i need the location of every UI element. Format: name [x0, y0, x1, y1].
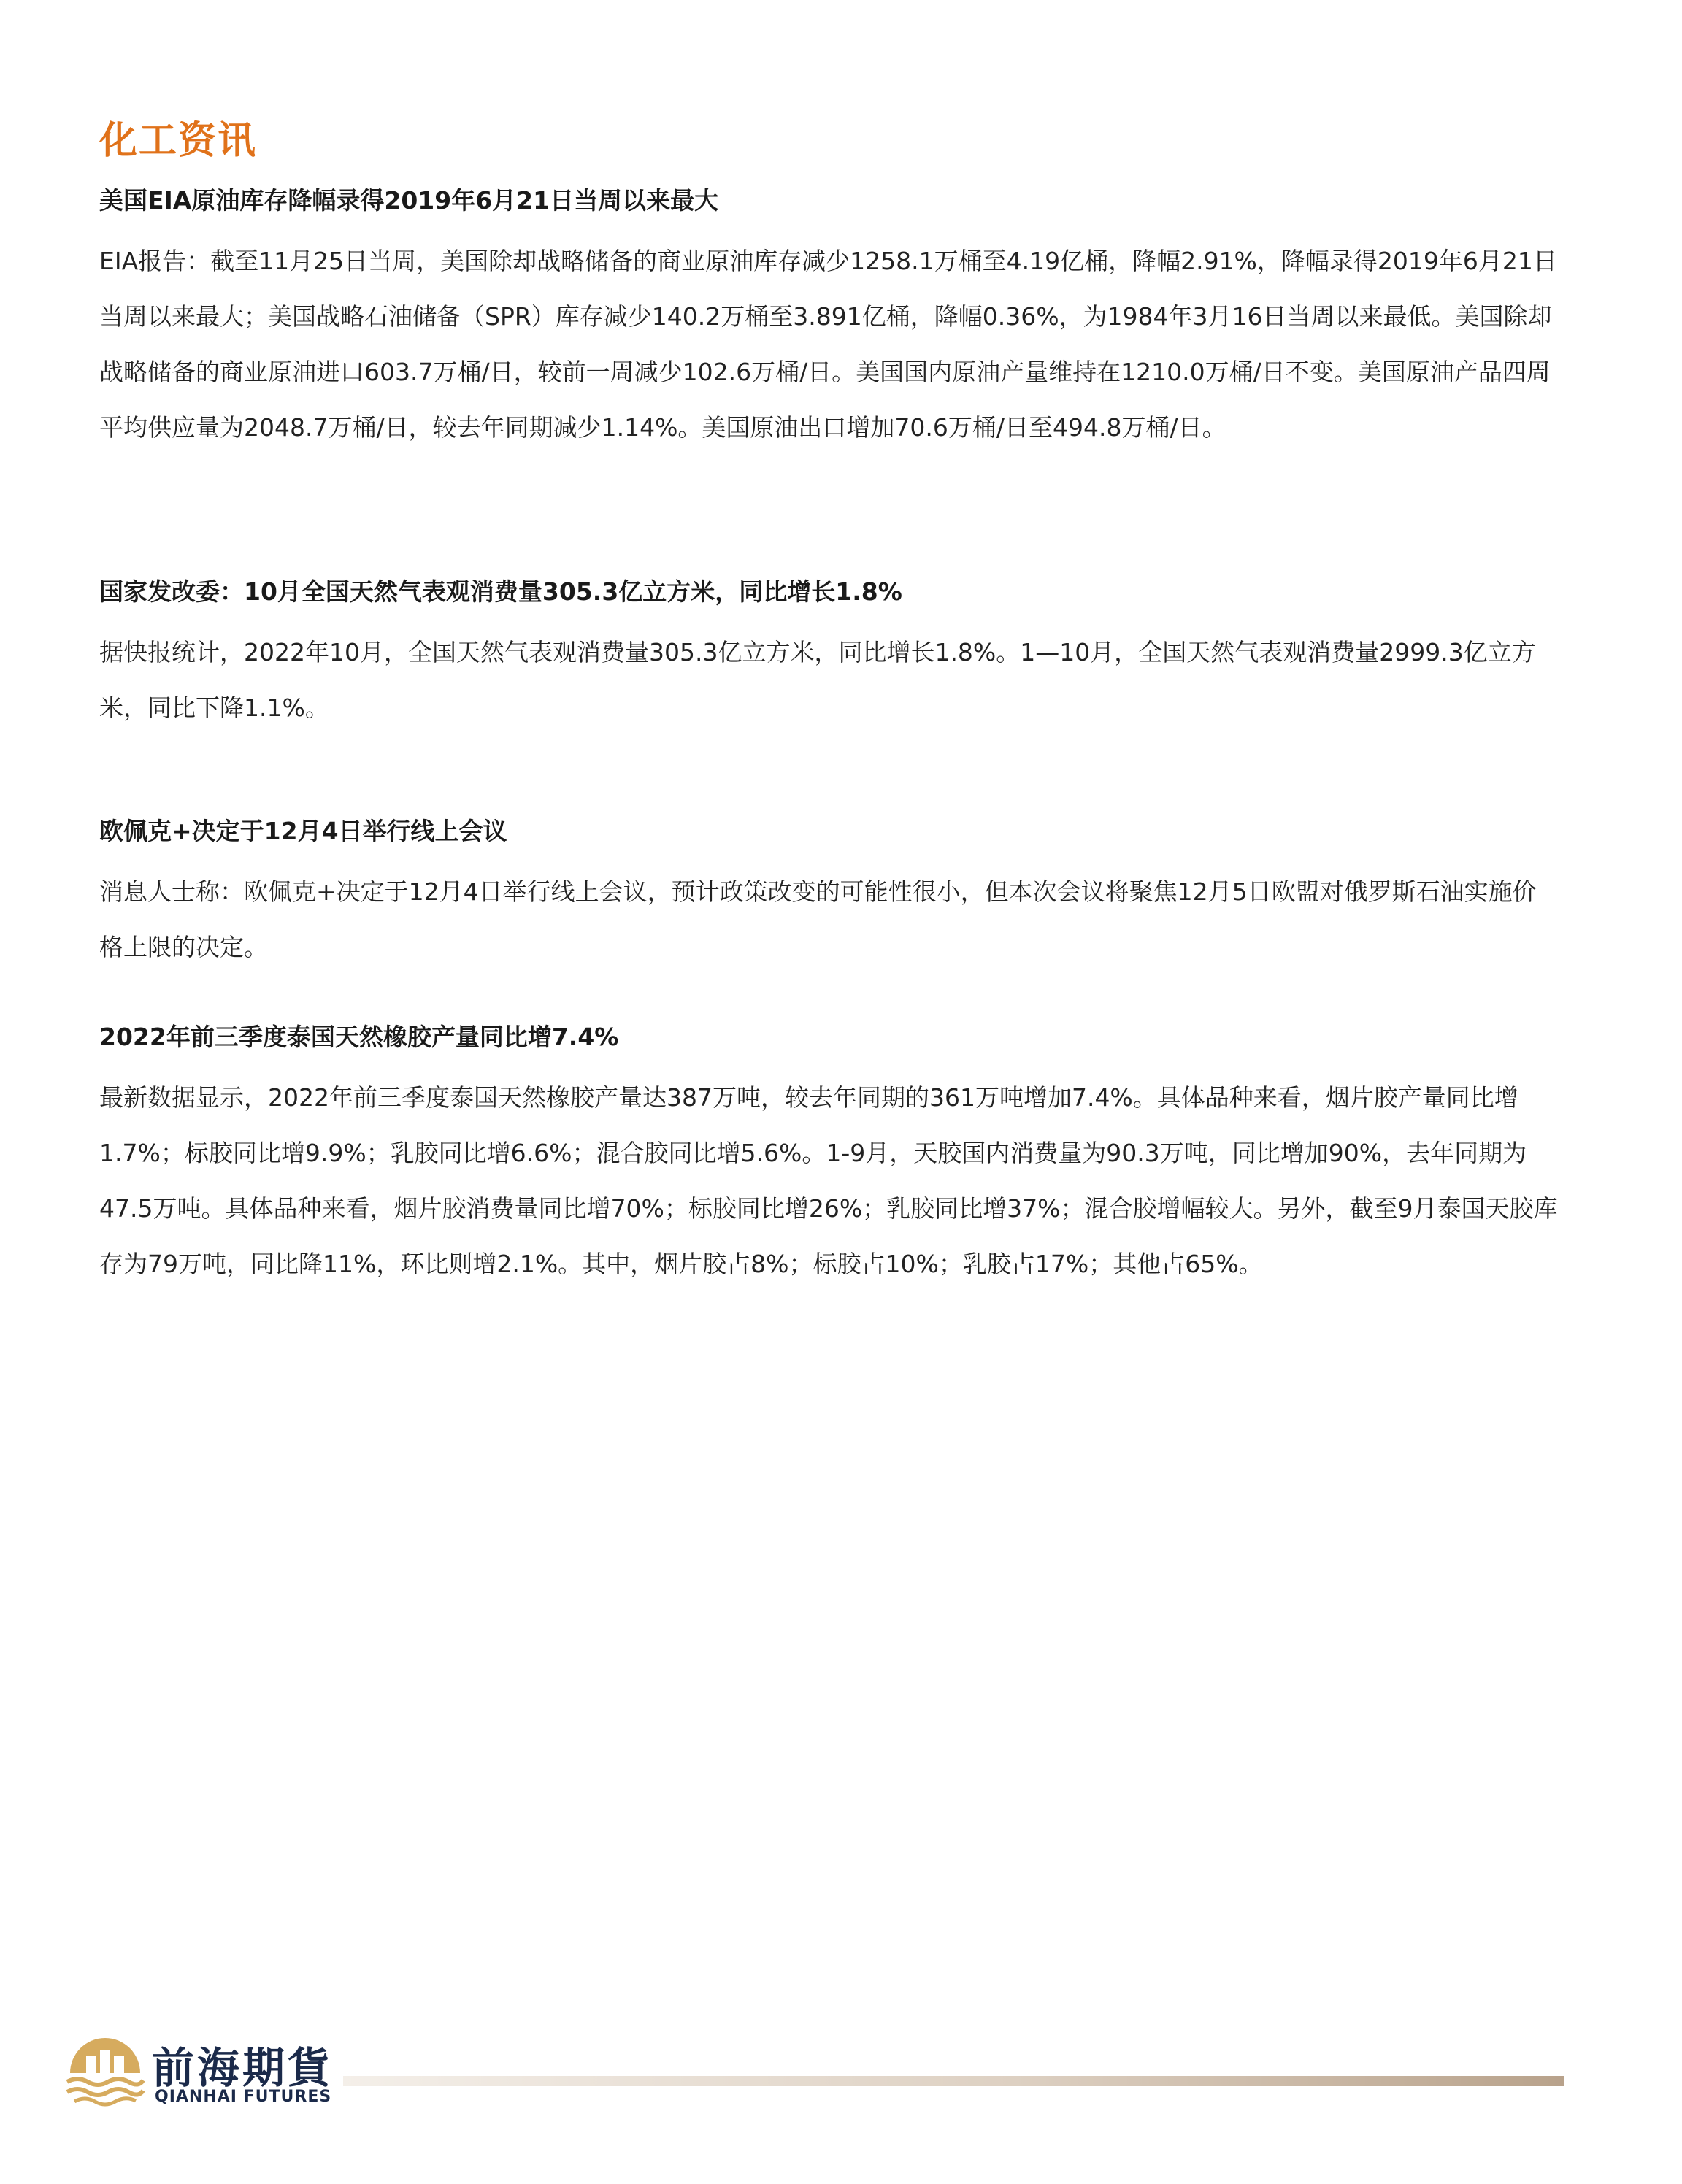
article-ndrc-natural-gas: [99, 569, 1559, 736]
section-title: 化工资讯: [99, 119, 258, 163]
logo-emblem-icon: [64, 2037, 146, 2107]
logo-english-name: QIANHAI FUTURES: [155, 2088, 332, 2106]
article-title: 欧佩克+决定于12月4日举行线上会议: [99, 817, 507, 845]
article-body: 最新数据显示，2022年前三季度泰国天然橡胶产量达387万吨，较去年同期的361万吨增加7.4%。具体品种来看，烟片胶产量同比增1.7%；标胶同比增9.9%；乳胶同比增6.6%；混合胶同比增5.6%。1-9月，天胶国内消费量为90.3万吨，同比增加90%，去年同期为47.5万吨。具体品种来看，烟片胶消费量同比增70%；标胶同比增26%；乳胶同比增37%；混合胶增幅较大。另外，截至9月泰国天胶库存为79万吨，同比降11%，环比则增2.1%。其中，烟片胶占8%；标胶占10%；乳胶占17%；其他占65%。: [99, 1083, 1558, 1278]
logo-chinese-name: 前海期貨: [152, 2043, 334, 2093]
article-thailand-rubber: [99, 1015, 1559, 1292]
article-title: 美国EIA原油库存降幅录得2019年6月21日当周以来最大: [99, 186, 719, 215]
article-eia-crude-inventory: [99, 178, 1559, 455]
article-title: 国家发改委：10月全国天然气表观消费量305.3亿立方米，同比增长1.8%: [99, 577, 902, 606]
footer-divider: [343, 2076, 1564, 2086]
company-logo: [64, 2028, 334, 2115]
article-body: 据快报统计，2022年10月，全国天然气表观消费量305.3亿立方米，同比增长1.8%。1—10月，全国天然气表观消费量2999.3亿立方米，同比下降1.1%。: [99, 638, 1536, 722]
article-body: 消息人士称：欧佩克+决定于12月4日举行线上会议，预计政策改变的可能性很小，但本次会议将聚焦12月5日欧盟对俄罗斯石油实施价格上限的决定。: [99, 877, 1537, 961]
article-body: EIA报告：截至11月25日当周，美国除却战略储备的商业原油库存减少1258.1万桶至4.19亿桶，降幅2.91%，降幅录得2019年6月21日当周以来最大；美国战略石油储备（SPR）库存减少140.2万桶至3.891亿桶，降幅0.36%，为1984年3月16日当周以来最低。美国除却战略储备的商业原油进口603.7万桶/日，较前一周减少102.6万桶/日。美国国内原油产量维持在1210.0万桶/日不变。美国原油产品四周平均供应量为2048.7万桶/日，较去年同期减少1.14%。美国原油出口增加70.6万桶/日至494.8万桶/日。: [99, 247, 1557, 442]
article-title: 2022年前三季度泰国天然橡胶产量同比增7.4%: [99, 1023, 619, 1051]
article-opec-meeting: [99, 809, 1559, 975]
